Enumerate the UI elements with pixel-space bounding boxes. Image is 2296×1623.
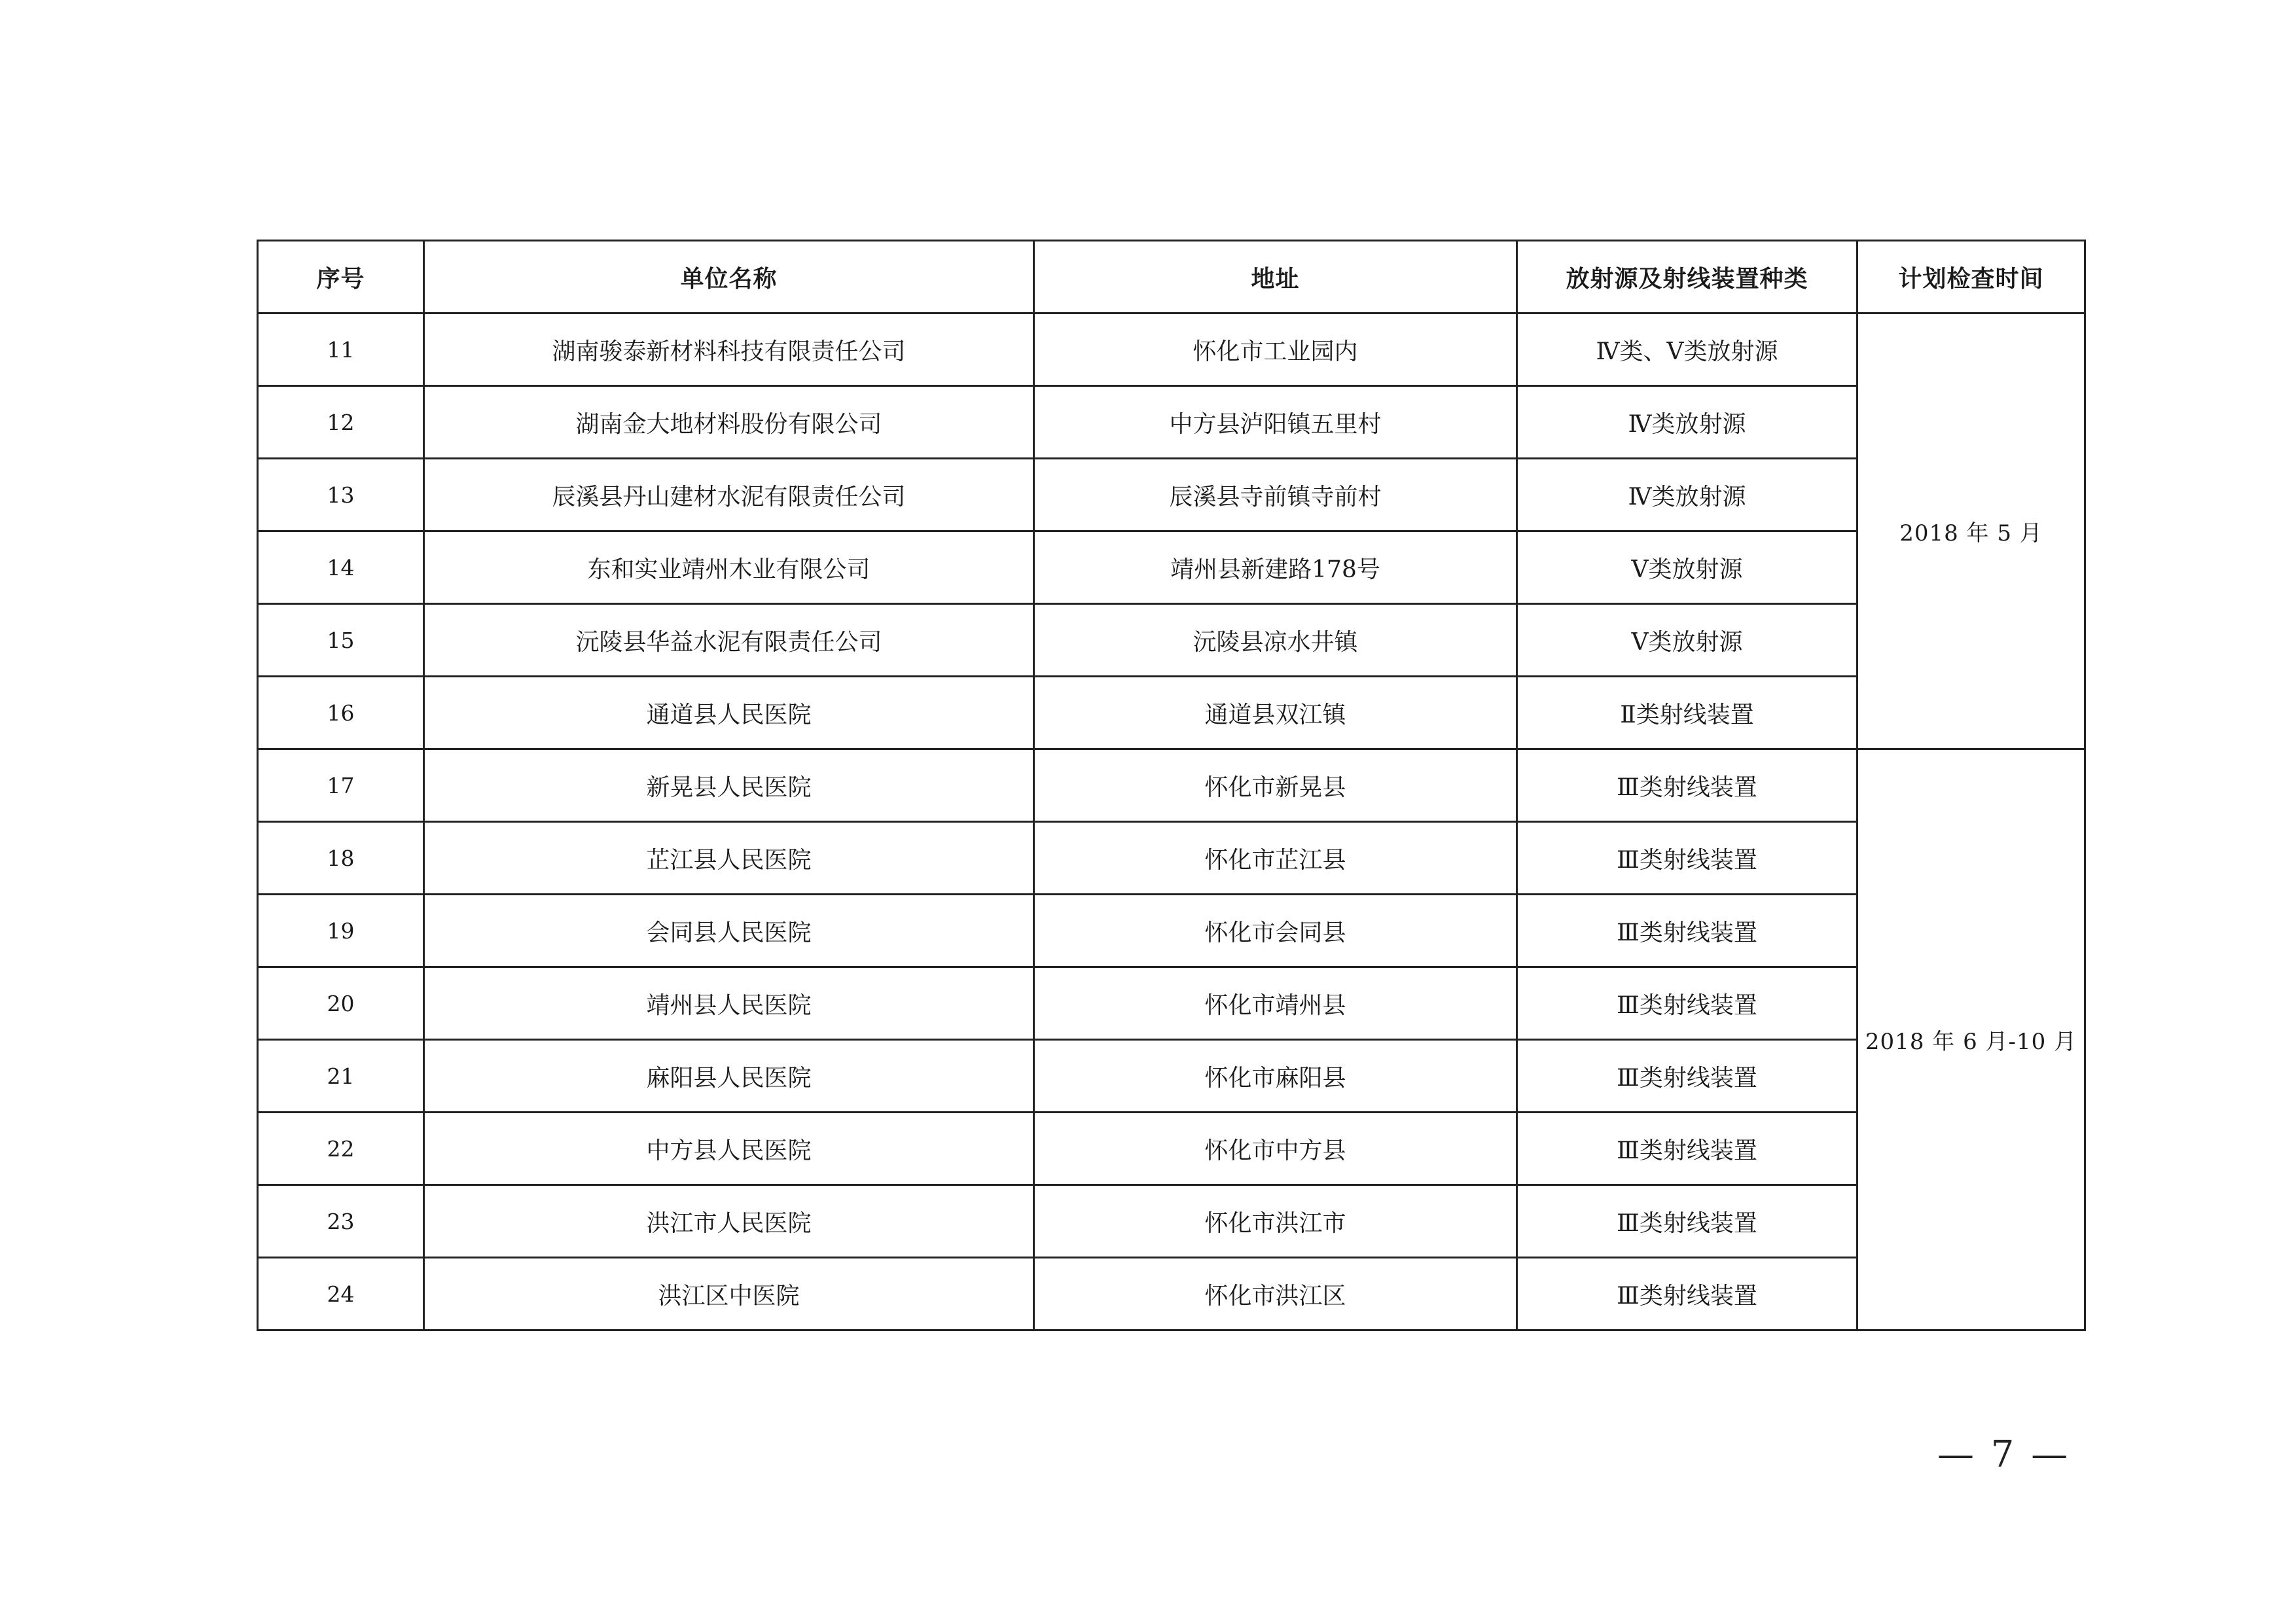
cell-unit-name: 靖州县人民医院 [424,967,1034,1040]
cell-seq: 24 [258,1258,424,1330]
cell-seq: 18 [258,822,424,895]
cell-address: 怀化市中方县 [1034,1113,1517,1185]
cell-address: 怀化市芷江县 [1034,822,1517,895]
cell-seq: 19 [258,895,424,967]
cell-unit-name: 通道县人民医院 [424,677,1034,749]
cell-address: 怀化市洪江市 [1034,1185,1517,1258]
table-row [258,313,2085,386]
page-number: — 7 — [1937,1433,2071,1476]
cell-unit-name: 新晃县人民医院 [424,749,1034,822]
cell-inspection-time: 2018 年 6 月-10 月 [1857,749,2085,1330]
cell-source-type: Ⅲ类射线装置 [1517,1040,1857,1113]
cell-address: 怀化市会同县 [1034,895,1517,967]
cell-seq: 16 [258,677,424,749]
cell-seq: 14 [258,531,424,604]
table-row [258,1185,2085,1258]
cell-source-type: Ⅳ类、Ⅴ类放射源 [1517,313,1857,386]
cell-seq: 20 [258,967,424,1040]
cell-inspection-time: 2018 年 5 月 [1857,313,2085,749]
table-row [258,749,2085,822]
cell-address: 中方县泸阳镇五里村 [1034,386,1517,459]
cell-unit-name: 辰溪县丹山建材水泥有限责任公司 [424,459,1034,531]
cell-source-type: Ⅲ类射线装置 [1517,749,1857,822]
cell-seq: 22 [258,1113,424,1185]
cell-seq: 11 [258,313,424,386]
cell-unit-name: 洪江区中医院 [424,1258,1034,1330]
cell-source-type: Ⅴ类放射源 [1517,604,1857,677]
table-header [258,241,2085,313]
cell-unit-name: 湖南骏泰新材料科技有限责任公司 [424,313,1034,386]
table-row [258,386,2085,459]
cell-address: 靖州县新建路178号 [1034,531,1517,604]
cell-source-type: Ⅲ类射线装置 [1517,1258,1857,1330]
cell-address: 怀化市麻阳县 [1034,1040,1517,1113]
cell-unit-name: 中方县人民医院 [424,1113,1034,1185]
cell-seq: 17 [258,749,424,822]
cell-address: 怀化市新晃县 [1034,749,1517,822]
cell-unit-name: 洪江市人民医院 [424,1185,1034,1258]
cell-seq: 23 [258,1185,424,1258]
cell-unit-name: 东和实业靖州木业有限公司 [424,531,1034,604]
cell-seq: 13 [258,459,424,531]
cell-seq: 12 [258,386,424,459]
cell-address: 怀化市工业园内 [1034,313,1517,386]
cell-source-type: Ⅳ类放射源 [1517,459,1857,531]
table-row [258,1040,2085,1113]
cell-unit-name: 芷江县人民医院 [424,822,1034,895]
cell-source-type: Ⅲ类射线装置 [1517,895,1857,967]
inspection-plan-table [257,240,2086,1331]
cell-source-type: Ⅲ类射线装置 [1517,822,1857,895]
cell-address: 辰溪县寺前镇寺前村 [1034,459,1517,531]
header-row [258,241,2085,313]
cell-address: 怀化市洪江区 [1034,1258,1517,1330]
table-body [258,313,2085,1330]
cell-unit-name: 沅陵县华益水泥有限责任公司 [424,604,1034,677]
cell-source-type: Ⅲ类射线装置 [1517,967,1857,1040]
table-row [258,677,2085,749]
table-row [258,895,2085,967]
table-row [258,531,2085,604]
cell-source-type: Ⅲ类射线装置 [1517,1113,1857,1185]
header-address: 地址 [1034,241,1517,313]
table-row [258,1113,2085,1185]
cell-source-type: Ⅴ类放射源 [1517,531,1857,604]
cell-address: 通道县双江镇 [1034,677,1517,749]
cell-address: 沅陵县凉水井镇 [1034,604,1517,677]
header-seq: 序号 [258,241,424,313]
header-source-type: 放射源及射线装置种类 [1517,241,1857,313]
header-unit-name: 单位名称 [424,241,1034,313]
cell-unit-name: 湖南金大地材料股份有限公司 [424,386,1034,459]
cell-unit-name: 会同县人民医院 [424,895,1034,967]
header-inspection-time: 计划检查时间 [1857,241,2085,313]
cell-address: 怀化市靖州县 [1034,967,1517,1040]
table-row [258,967,2085,1040]
table-row [258,604,2085,677]
table-row [258,822,2085,895]
cell-unit-name: 麻阳县人民医院 [424,1040,1034,1113]
cell-seq: 15 [258,604,424,677]
table-row [258,459,2085,531]
cell-source-type: Ⅲ类射线装置 [1517,1185,1857,1258]
table-row [258,1258,2085,1330]
cell-source-type: Ⅳ类放射源 [1517,386,1857,459]
cell-source-type: Ⅱ类射线装置 [1517,677,1857,749]
cell-seq: 21 [258,1040,424,1113]
